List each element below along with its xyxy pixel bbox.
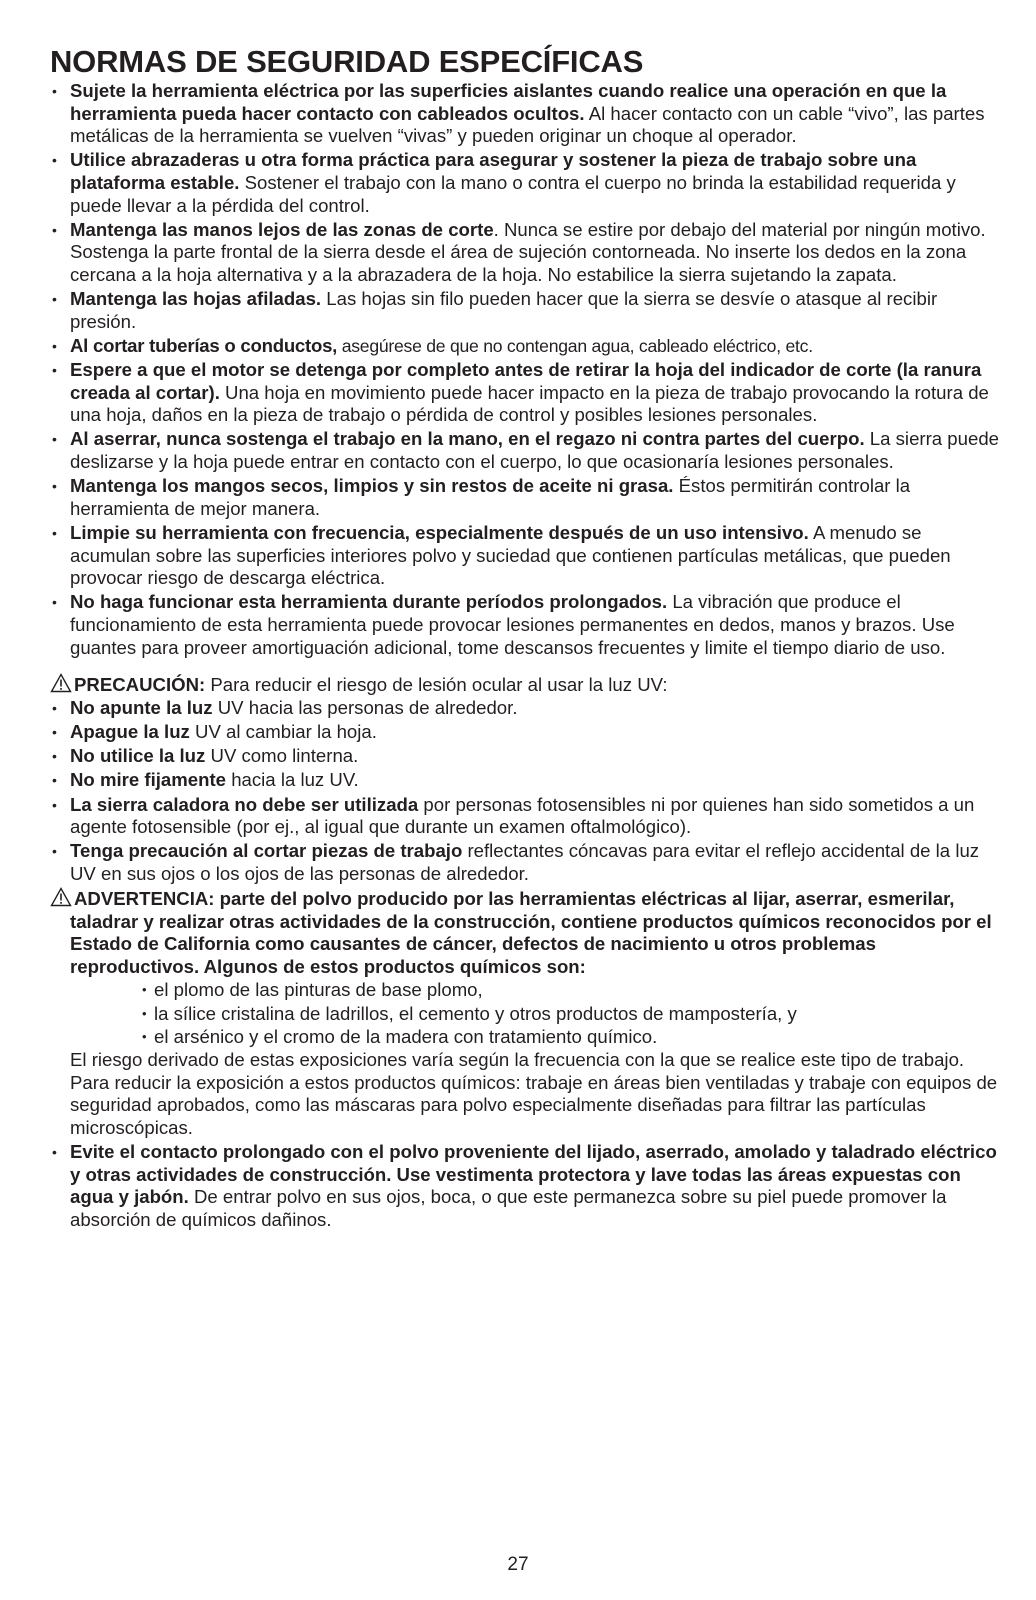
rule-bold-text: Evite el contacto prolongado con el polvo proveniente del lijado, aserrado, amolado y taladrado eléctrico y otras actividades de construcción. Use vestimenta protectora y lave todas las áreas expuestas con agua y jabón. <box>70 1140 997 1208</box>
page-number: 27 <box>507 1554 529 1575</box>
uv-rule <box>50 840 1000 885</box>
rule-bold-text: No apunte la luz <box>70 696 213 718</box>
rule-text: por personas fotosensibles ni por quienes han sido sometidos a un agente fotosensible (por ej., al igual que durante un examen oftalmológico). <box>70 793 975 838</box>
rule-bold-text: Apague la luz <box>70 720 190 742</box>
warning-triangle-icon <box>50 887 72 907</box>
caution-text: Para reducir el riesgo de lesión ocular al usar la luz UV: <box>205 674 668 696</box>
safety-rule <box>50 475 1000 520</box>
rule-bold-text: Utilice abrazaderas u otra forma práctica para asegurar y sostener la pieza de trabajo sobre una plataforma estable. <box>70 149 917 193</box>
rule-bold-text: No utilice la luz <box>70 745 206 767</box>
rule-text: reflectantes cóncavas para evitar el reflejo accidental de la luz UV en sus ojos o los ojos de las personas de alrededor. <box>70 840 980 884</box>
chemicals-list <box>50 978 1000 1049</box>
rule-bold-text: Mantenga los mangos secos, limpios y sin restos de aceite ni grasa. <box>70 475 674 497</box>
rule-text: A menudo se acumulan sobre las superficies interiores polvo y suciedad que contienen partículas metálicas, que pueden provocar riesgo de descarga eléctrica. <box>70 522 951 589</box>
uv-rule <box>50 745 1000 768</box>
uv-rules-list <box>50 697 1000 886</box>
rule-text: De entrar polvo en sus ojos, boca, o que este permanezca sobre su piel puede promover la absorción de químicos dañinos. <box>70 1186 947 1230</box>
uv-rule <box>50 721 1000 744</box>
safety-rule <box>50 219 1000 287</box>
rule-text: UV hacia las personas de alrededor. <box>212 696 518 718</box>
risk-paragraph: El riesgo derivado de estas exposiciones varía según la frecuencia con la que se realice este tipo de trabajo. Para reducir la exposición a estos productos químicos: trabaje en áreas bien ventiladas y trabaje con equipos de seguridad aprobados, como las máscaras para polvo especialmente diseñadas para filtrar las partículas microscópicas. <box>70 1048 998 1138</box>
rule-text: Las hojas sin filo pueden hacer que la sierra se desvíe o atasque al recibir presión. <box>70 288 938 332</box>
rule-text: Una hoja en movimiento puede hacer impacto en la pieza de trabajo provocando la rotura de una hoja, daños en la pieza de trabajo o pérdida de control y posibles lesiones personales. <box>70 381 989 426</box>
rule-text: Sostener el trabajo con la mano o contra el cuerpo no brinda la estabilidad requerida y puede llevar a la pérdida del control. <box>70 171 956 216</box>
rule-bold-text: Al aserrar, nunca sostenga el trabajo en la mano, en el regazo ni contra partes del cuerpo. <box>70 428 865 450</box>
rule-text: La sierra puede deslizarse y la hoja puede entrar en contacto con el cuerpo, lo que ocasionaría lesiones personales. <box>70 428 1000 473</box>
rule-text: . Nunca se estire por debajo del material por ningún motivo. Sostenga la parte frontal de la sierra desde el área de sujeción contorneada. No inserte los dedos en la zona cercana a la hoja alternativa y a la abrazadera de la hoja. No estabilice la sierra sujetando la zapata. <box>70 218 986 285</box>
rule-bold-text: Espere a que el motor se detenga por completo antes de retirar la hoja del indicador de corte (la ranura creada al cortar). <box>70 359 982 403</box>
final-rule <box>50 1141 1000 1231</box>
rule-bold-text: Tenga precaución al cortar piezas de trabajo <box>70 840 463 862</box>
uv-rule <box>50 794 1000 839</box>
warning-text: ADVERTENCIA: parte del polvo producido por las herramientas eléctricas al lijar, aserrar, esmerilar, taladrar y realizar otras actividades de la construcción, contiene productos químicos reconocidos por el Estado de California como causantes de cáncer, defectos de nacimiento u otros problemas reproductivos. Algunos de estos productos químicos son: <box>70 888 992 977</box>
rule-bold-text: Al cortar tuberías o conductos, <box>70 334 338 356</box>
uv-rule <box>50 769 1000 792</box>
rule-bold-text: No haga funcionar esta herramienta durante períodos prolongados. <box>70 591 668 613</box>
rule-text: Éstos permitirán controlar la herramienta de mejor manera. <box>70 475 911 519</box>
safety-rule <box>50 428 1000 473</box>
safety-rule <box>50 335 1000 358</box>
warning-triangle-icon <box>50 673 72 693</box>
safety-rules-list <box>50 80 1000 659</box>
safety-rule <box>50 359 1000 427</box>
safety-rule <box>50 80 1000 148</box>
rule-bold-text: La sierra caladora no debe ser utilizada <box>70 793 419 815</box>
rule-bold-text: Mantenga las manos lejos de las zonas de corte <box>70 218 494 240</box>
rule-text: Al hacer contacto con un cable “vivo”, las partes metálicas de la herramienta se vuelven “vivas” y pueden originar un choque al operador. <box>70 102 985 147</box>
caution-label: PRECAUCIÓN: <box>74 674 206 696</box>
final-rules-list <box>50 1141 1000 1231</box>
safety-rule <box>50 288 1000 333</box>
rule-text: UV al cambiar la hoja. <box>189 720 377 742</box>
uv-rule <box>50 697 1000 720</box>
chemical-item: • el arsénico y el cromo de la madera con tratamiento químico. <box>142 1025 1000 1049</box>
chemical-item: • la sílice cristalina de ladrillos, el cemento y otros productos de mampostería, y <box>142 1002 1000 1026</box>
warning-notice <box>50 887 1000 1139</box>
chemical-item: • el plomo de las pinturas de base plomo, <box>142 978 1000 1002</box>
safety-rule <box>50 591 1000 659</box>
warning-heading <box>50 887 1000 978</box>
rule-bold-text: Sujete la herramienta eléctrica por las superficies aislantes cuando realice una operación en que la herramienta pueda hacer contacto con cableados ocultos. <box>70 80 947 124</box>
rule-text: UV como linterna. <box>205 745 359 767</box>
rule-bold-text: No mire fijamente <box>70 769 227 791</box>
rule-text: La vibración que produce el funcionamiento de esta herramienta puede provocar lesiones permanentes en dedos, manos y brazos. Use guantes para proveer amortiguación adicional, tome descansos frecuentes y limite el tiempo diario de uso. <box>70 591 955 658</box>
manual-page <box>50 44 1000 1233</box>
rule-text: asegúrese de que no contengan agua, cableado eléctrico, etc. <box>337 335 813 356</box>
rule-bold-text: Limpie su herramienta con frecuencia, especialmente después de un uso intensivo. <box>70 522 809 544</box>
rule-bold-text: Mantenga las hojas afiladas. <box>70 288 322 310</box>
safety-rule <box>50 522 1000 590</box>
page-title: NORMAS DE SEGURIDAD ESPECÍFICAS <box>50 44 644 79</box>
safety-rule <box>50 149 1000 217</box>
caution-notice <box>50 673 1000 697</box>
rule-text: hacia la luz UV. <box>226 769 359 791</box>
